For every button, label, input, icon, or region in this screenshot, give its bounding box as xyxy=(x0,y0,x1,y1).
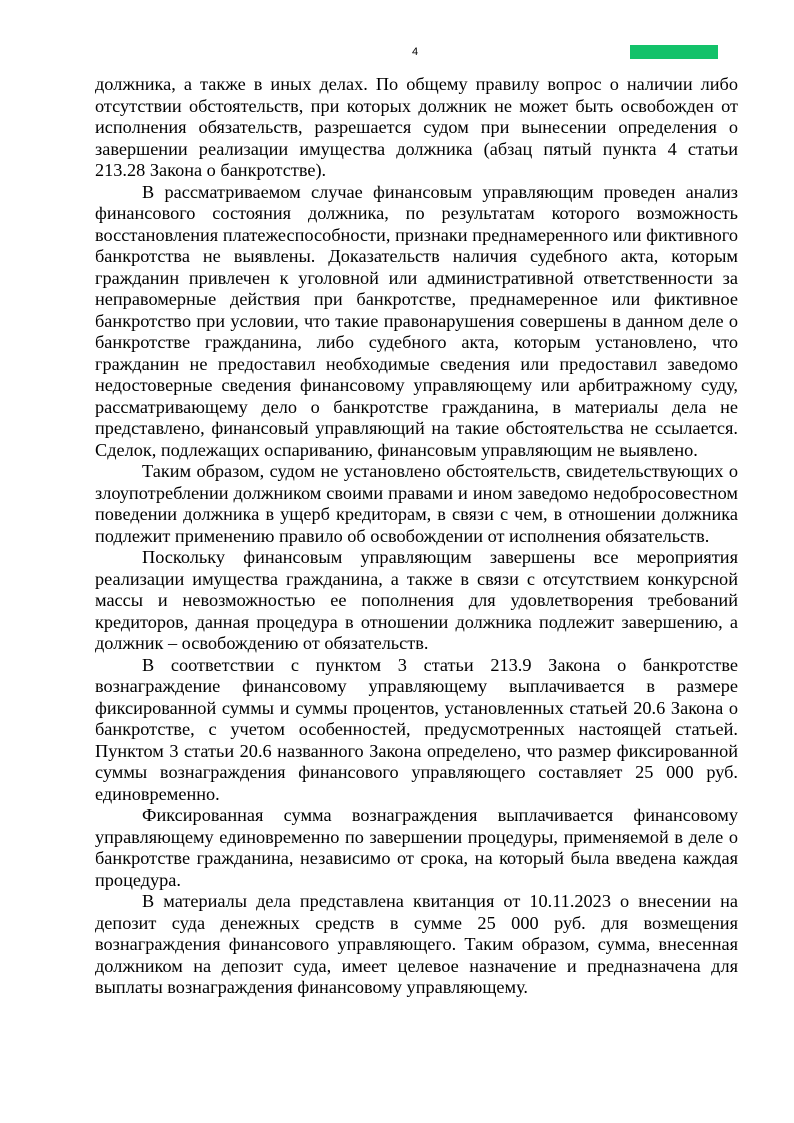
paragraph-3: Таким образом, судом не установлено обстоятельств, свидетельствующих о злоупотреблении должником своими правами и ином заведомо недобросовестном поведении должника в ущерб кредиторам, в связи с чем, в отношении должника подлежит применению правило об освобождении от исполнения обязательств. xyxy=(95,461,738,546)
document-body xyxy=(95,74,738,999)
green-marker-bar xyxy=(630,45,718,59)
paragraph-4: Поскольку финансовым управляющим завершены все мероприятия реализации имущества гражданина, а также в связи с отсутствием конкурсной массы и невозможностью ее пополнения для удовлетворения требований кредиторов, данная процедура в отношении должника подлежит завершению, а должник – освобождению от обязательств. xyxy=(95,547,738,653)
paragraph-6: Фиксированная сумма вознаграждения выплачивается финансовому управляющему единовременно по завершении процедуры, применяемой в деле о банкротстве гражданина, независимо от срока, на который была введена каждая процедура. xyxy=(95,805,738,890)
paragraph-1: должника, а также в иных делах. По общему правилу вопрос о наличии либо отсутствии обстоятельств, при которых должник не может быть освобожден от исполнения обязательств, разрешается судом при вынесении определения о завершении реализации имущества должника (абзац пятый пункта 4 статьи 213.28 Закона о банкротстве). xyxy=(95,74,738,180)
paragraph-7: В материалы дела представлена квитанция от 10.11.2023 о внесении на депозит суда денежных средств в сумме 25 000 руб. для возмещения вознаграждения финансового управляющего. Таким образом, сумма, внесенная должником на депозит суда, имеет целевое назначение и предназначена для выплаты вознаграждения финансовому управляющему. xyxy=(95,891,738,997)
paragraph-5: В соответствии с пунктом 3 статьи 213.9 Закона о банкротстве вознаграждение финансовому управляющему выплачивается в размере фиксированной суммы и суммы процентов, установленных статьей 20.6 Закона о банкротстве, с учетом особенностей, предусмотренных настоящей статьей. Пунктом 3 статьи 20.6 названного Закона определено, что размер фиксированной суммы вознаграждения финансового управляющего составляет 25 000 руб. единовременно. xyxy=(95,654,738,804)
page-number: 4 xyxy=(411,46,419,58)
paragraph-2: В рассматриваемом случае финансовым управляющим проведен анализ финансового состояния должника, по результатам которого возможность восстановления платежеспособности, признаки преднамеренного или фиктивного банкротства не выявлены. Доказательств наличия судебного акта, которым гражданин привлечен к уголовной или административной ответственности за неправомерные действия при банкротстве, преднамеренное или фиктивное банкротство при условии, что такие правонарушения совершены в данном деле о банкротстве гражданина, либо судебного акта, которым установлено, что гражданин не предоставил необходимые сведения или предоставил заведомо недостоверные сведения финансовому управляющему или арбитражному суду, рассматривающему дело о банкротстве гражданина, в материалы дела не представлено, финансовый управляющий на такие обстоятельства не ссылается. Сделок, подлежащих оспариванию, финансовым управляющим не выявлено. xyxy=(95,181,738,460)
